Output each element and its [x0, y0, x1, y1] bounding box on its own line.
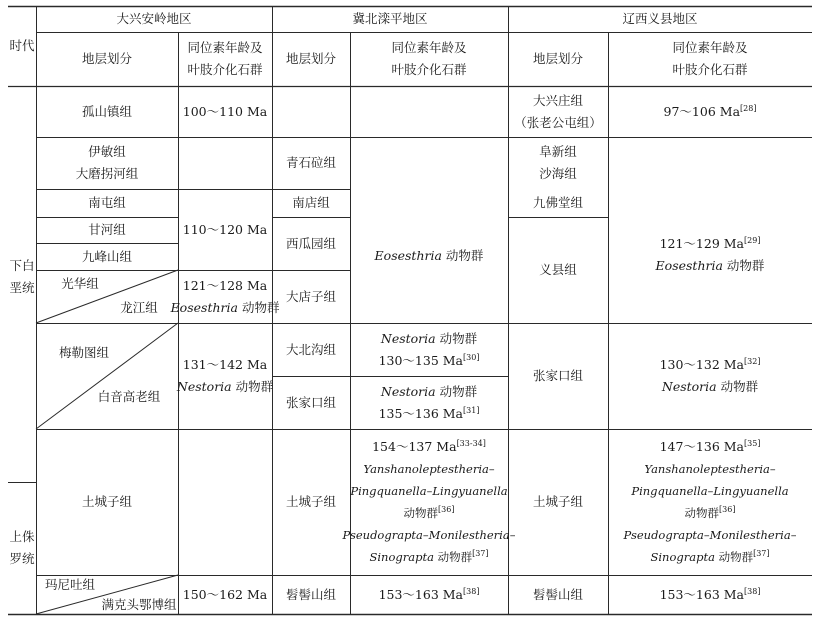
jbl-dabeigou-age: Nestoria 动物群 130～135 Ma[30] — [378, 330, 480, 368]
dxa-guanghua: 光华组 — [61, 276, 99, 291]
jbl-tiaojishan-age: 153～163 Ma[38] — [378, 586, 480, 602]
dxa-longjiang: 龙江组 — [120, 300, 158, 315]
jbl-dadianzi: 大店子组 — [285, 288, 336, 304]
jbl-nandian: 南店组 — [292, 195, 330, 210]
region-header-jibei: 冀北滦平地区 — [352, 11, 428, 26]
jbl-zhangjiakou: 张家口组 — [285, 394, 336, 410]
dxa-ganhe-age: 110～120 Ma — [182, 222, 268, 237]
dxa-manitu-age: 150～162 Ma — [182, 586, 268, 602]
jbl-eosesthria-fauna: Eosesthria 动物群 — [374, 248, 484, 263]
lxy-fuxin: 阜新组 沙海组 — [539, 144, 577, 181]
jbl-tiaojishan: 髫髻山组 — [285, 586, 336, 602]
jbl-tuchengzi: 土城子组 — [285, 494, 336, 509]
jbl-tuchengzi-age: 154～137 Ma[33-34] Yanshanoleptestheria– Pingquanella–Lingyuanella 动物群[36] Pseudograpta–Monilestheria– Sinograpta 动物群[37] — [342, 438, 516, 564]
jbl-dabeigou: 大北沟组 — [285, 341, 336, 357]
lxy-daxingzhuang-age: 97～106 Ma[28] — [663, 103, 757, 119]
dxa-mankt: 满克头鄂博组 — [101, 597, 177, 612]
era-lower-cretaceous: 下白垩统 — [9, 258, 35, 295]
dxa-gushanzhen-age: 100～110 Ma — [182, 103, 268, 119]
lxy-daxingzhuang: 大兴庄组 （张老公屯组） — [514, 92, 602, 130]
jbl-zhangjiakou-age: Nestoria 动物群 135～136 Ma[31] — [378, 383, 480, 421]
dxa-meiletu: 梅勒图组 — [58, 345, 109, 360]
region-header-liaoxi: 辽西义县地区 — [622, 11, 698, 26]
dxa-baiyingaolao: 白音高老组 — [97, 389, 161, 404]
era-upper-jurassic: 上侏罗统 — [9, 529, 35, 566]
era-header: 时代 — [9, 38, 35, 53]
dxa-guanghua-age: 121～128 Ma Eosesthria 动物群 — [170, 277, 280, 315]
lxy-tuchengzi-age: 147～136 Ma[35] Yanshanoleptestheria– Pingquanella–Lingyuanella 动物群[36] Pseudograpta–Monilestheria– Sinograpta 动物群[37] — [623, 438, 797, 564]
dxa-gushanzhen: 孤山镇组 — [81, 103, 132, 119]
subheader-strat: 地层划分 — [285, 51, 336, 66]
lxy-tiaojishan: 髫髻山组 — [532, 586, 583, 602]
lxy-zhangjiakou: 张家口组 — [532, 368, 583, 383]
dxa-nantun: 南屯组 — [88, 195, 126, 210]
jbl-xiguayuan: 西瓜园组 — [285, 235, 336, 251]
subheader-age: 同位素年龄及 叶肢介化石群 — [391, 40, 467, 77]
lxy-yixian-age: 121～129 Ma[29] Eosesthria 动物群 — [655, 235, 765, 273]
lxy-zhangjiakou-age: 130～132 Ma[32] Nestoria 动物群 — [659, 356, 761, 394]
dxa-manitu: 玛尼吐组 — [44, 577, 95, 592]
subheader-age: 同位素年龄及 叶肢介化石群 — [187, 40, 263, 77]
lxy-jiufotang: 九佛堂组 — [532, 195, 583, 210]
region-header-daxinganling: 大兴安岭地区 — [116, 11, 192, 26]
subheader-age: 同位素年龄及 叶肢介化石群 — [672, 40, 748, 77]
subheader-strat: 地层划分 — [532, 51, 583, 66]
jbl-qingshiyan: 青石砬组 — [285, 155, 336, 170]
dxa-tuchengzi: 土城子组 — [81, 494, 132, 509]
lxy-tuchengzi: 土城子组 — [532, 494, 583, 509]
lxy-tiaojishan-age: 153～163 Ma[38] — [659, 586, 761, 602]
dxa-jiufengshan: 九峰山组 — [81, 248, 132, 264]
subheader-strat: 地层划分 — [81, 51, 132, 66]
dxa-ganhe: 甘河组 — [88, 222, 126, 237]
dxa-meiletu-age: 131～142 Ma Nestoria 动物群 — [176, 357, 274, 394]
dxa-yimin: 伊敏组 大磨拐河组 — [75, 144, 139, 181]
lxy-yixian: 义县组 — [539, 262, 577, 277]
